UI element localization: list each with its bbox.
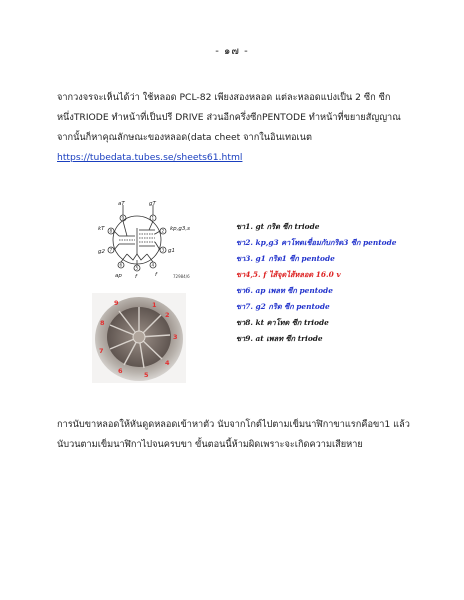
intro-paragraph [57,88,417,168]
label-f-2: f [155,272,157,278]
label-aT: aT [118,201,125,207]
pin-number: 7 [109,247,113,253]
pin-number: 3 [161,247,165,253]
pin-number: 9 [121,215,125,221]
label-g1: g1 [168,248,175,254]
pin-item: ขา4,5. f ไส้จุดไส้หลอด 16.0 v [236,270,341,279]
pin-item: ขา7. g2 กริด ซีก pentode [236,302,330,311]
label-ap: ap [115,273,122,279]
pin-item: ขา9. at เพลท ซีก triode [236,334,323,343]
photo-pin-mark: 4 [165,359,170,367]
label-kp-g3-s: kp,g3,s [170,226,191,232]
intro-text: จากวงจรจะเห็นได้ว่า ใช้หลอด PCL-82 เพียงสองหลอด แต่ละหลอดแบ่งเป็น 2 ซีก ซีกหนึ่งTRIODE ทำหน้าที่เป็นปรี DRIVE ส่วนอีกครึ่งซีกPENTODE ทำหน้าที่ขยายสัญญาณ จากนั้นก็หาคุณลักษณะของหลอด(data cheet จากในอินเทอเนต [57,92,401,143]
photo-pin-mark: 8 [100,319,105,327]
pin-item: ขา1. gt กริด ซีก triode [236,222,320,231]
pin-number: 5 [135,265,139,271]
photo-pin-mark: 3 [173,333,178,341]
tube-base-photo [92,293,186,383]
pin-item: ขา6. ap เพลท ซีก pentode [236,286,333,295]
datasheet-link[interactable]: https://tubedata.tubes.se/sheets61.html [57,152,243,163]
photo-pin-mark: 1 [152,301,157,309]
pin-number: 4 [151,262,155,268]
photo-pin-mark: 5 [144,371,149,379]
label-g2: g2 [98,249,105,255]
diagram-code: 72984/6 [173,274,190,279]
pin-item: ขา8. kt คาโทด ซีก triode [236,318,329,327]
pin-number: 6 [119,262,123,268]
pin-counting-paragraph: การนับขาหลอดให้หันดูดหลอดเข้าหาตัว นับจากโกต์ไปตามเข็มนาฬิกาขาแรกคือขา1 แล้วนับวนตามเข็มนาฬิกาไปจนครบขา ขั้นตอนนี้ห้ามผิดเพราะจะเกิดความเสียหาย [57,419,410,450]
pin-item: ขา2. kp,g3 คาโทดเชื่อมกับกริด3 ซีก pentode [236,238,397,247]
page-number: - ๑๗ - [215,46,249,57]
label-gT: gT [149,201,156,207]
label-kT: kT [98,226,105,232]
photo-pin-mark: 7 [99,347,104,355]
pin-number: 1 [151,215,155,221]
label-f-1: f [135,274,137,280]
tube-pinout-diagram [97,198,221,284]
pin-item: ขา3. g1 กริด1 ซีก pentode [236,254,335,263]
pin-number: 2 [161,228,165,234]
photo-pin-mark: 2 [165,311,170,319]
photo-pin-mark: 9 [114,299,119,307]
pin-number: 8 [109,228,113,234]
photo-pin-mark: 6 [118,367,123,375]
pin-list [236,219,436,347]
